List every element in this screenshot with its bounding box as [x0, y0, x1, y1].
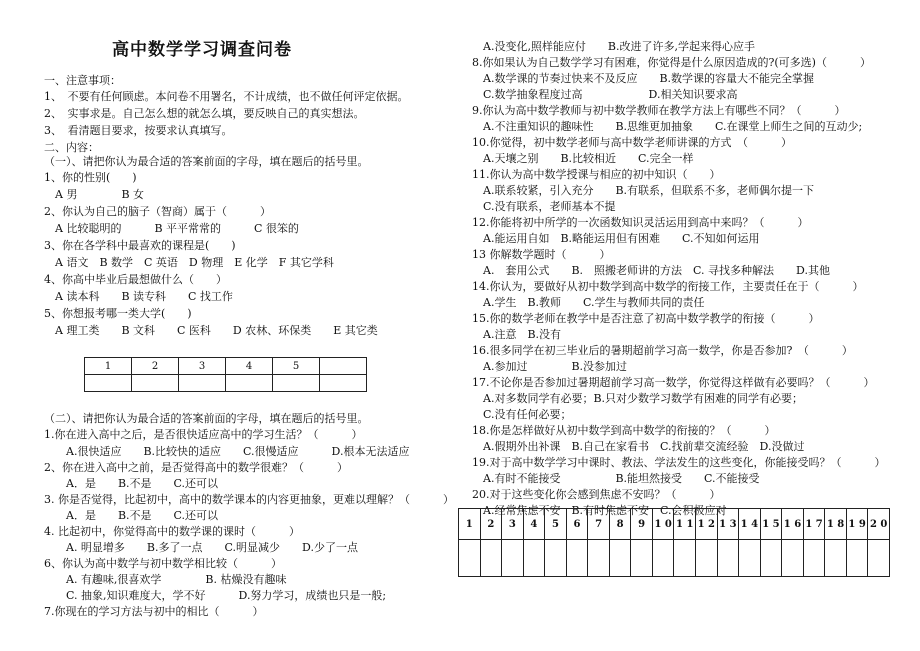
- right-line: 10.你觉得，初中数学老师与高中数学老师讲课的方式 （ ）: [472, 136, 792, 149]
- part2-question-2: 2、你在进入高中之前，是否觉得高中的数学很难？（ ）: [44, 461, 348, 474]
- right-line: 18.你是怎样做好从初中数学到高中数学的衔接的？（ ）: [472, 424, 776, 437]
- answer-cell[interactable]: [717, 540, 739, 577]
- question-2-options: A 比较聪明的 B 平平常常的 C 很笨的: [44, 222, 299, 235]
- answer-header: 1 1: [674, 509, 696, 540]
- right-line: A. 套用公式 B. 照搬老师讲的方法 C. 寻找多种解法 D.其他: [472, 264, 830, 277]
- answer-header: 5: [545, 509, 567, 540]
- part1-answer-table: [84, 357, 367, 392]
- answer-cell[interactable]: [868, 540, 890, 577]
- question-5-options: A 理工类 B 文科 C 医科 D 农林、环保类 E 其它类: [44, 324, 378, 337]
- part2-question-6-options-2: C. 抽象,知识难度大，学不好 D.努力学习，成绩也只是一般;: [44, 589, 387, 602]
- answer-cell[interactable]: [566, 540, 588, 577]
- question-3: 3、你在各学科中最喜欢的课程是( ): [44, 239, 236, 252]
- right-line: A.注意 B.没有: [472, 328, 562, 341]
- part2-question-1-options: A.很快适应 B.比较快的适应 C.很慢适应 D.根本无法适应: [44, 445, 410, 458]
- part2-instruction: （二）、请把你认为最合适的答案前面的字母，填在题后的括号里。: [44, 412, 369, 425]
- right-line: A.联系较紧，引入充分 B.有联系，但联系不多，老师偶尔提一下: [472, 184, 815, 197]
- answer-header: 3: [179, 358, 226, 375]
- answer-header: 1 9: [846, 509, 868, 540]
- answer-header: 1 2: [696, 509, 718, 540]
- right-line: 11.你认为高中数学授课与相应的初中知识（ ）: [472, 168, 721, 181]
- answer-header: 1: [459, 509, 481, 540]
- answer-header: 1 0: [652, 509, 674, 540]
- note-item: 2、 实事求是。自己怎么想的就怎么填，要反映自己的真实想法。: [44, 107, 365, 120]
- answer-header: 4: [226, 358, 273, 375]
- answer-cell[interactable]: [320, 375, 367, 392]
- answer-cell[interactable]: [588, 540, 610, 577]
- answer-cell[interactable]: [523, 540, 545, 577]
- right-line: 17.不论你是否参加过暑期超前学习高一数学，你觉得这样做有必要吗？（ ）: [472, 376, 875, 389]
- part2-question-4: 4. 比起初中，你觉得高中的数学课的课时（ ）: [44, 525, 300, 538]
- right-line: C.没有联系，老师基本不提: [472, 200, 616, 213]
- right-line: A.对多数同学有必要；B.只对少数学习数学有困难的同学有必要；: [472, 392, 804, 405]
- answer-cell[interactable]: [273, 375, 320, 392]
- question-1-options: A 男 B 女: [44, 188, 145, 201]
- part2-question-7: 7.你现在的学习方法与初中的相比（ ）: [44, 605, 264, 618]
- right-line: A.有时不能接受 B.能坦然接受 C.不能接受: [472, 472, 760, 485]
- right-line: 20.对于这些变化你会感到焦虑不安吗？（ ）: [472, 488, 721, 501]
- answer-header: 1 4: [739, 509, 761, 540]
- answer-cell[interactable]: [825, 540, 847, 577]
- answer-cell[interactable]: [846, 540, 868, 577]
- content-heading: 二、内容：: [44, 141, 99, 154]
- answer-cell[interactable]: [803, 540, 825, 577]
- right-line: A.假期外出补课 B.自己在家看书 C.找前辈交流经验 D.没做过: [472, 440, 805, 453]
- answer-cell[interactable]: [739, 540, 761, 577]
- right-line: A.能运用自如 B.略能运用但有困难 C.不知如何运用: [472, 232, 760, 245]
- answer-header: 1 5: [760, 509, 782, 540]
- answer-header: 1 8: [825, 509, 847, 540]
- answer-header: 4: [523, 509, 545, 540]
- right-line: A.经常焦虑不安 B.有时焦虑不安 C.会积极应对: [472, 504, 727, 517]
- answer-cell[interactable]: [609, 540, 631, 577]
- note-item: 1、 不要有任何顾虑。本问卷不用署名，不计成绩，也不做任何评定依据。: [44, 90, 409, 103]
- right-line: C.数学抽象程度过高 D.相关知识要求高: [472, 88, 738, 101]
- right-line: A.天壤之别 B.比较相近 C.完全一样: [472, 152, 694, 165]
- right-line: A.参加过 B.没参加过: [472, 360, 628, 373]
- part2-answer-table: [458, 508, 890, 577]
- right-line: A.不注重知识的趣味性 B.思维更加抽象 C.在课堂上师生之间的互动少;: [472, 120, 863, 133]
- part1-instruction: （一）、请把你认为最合适的答案前面的字母，填在题后的括号里。: [44, 155, 369, 168]
- right-line: 16.很多同学在初三毕业后的暑期超前学习高一数学，你是否参加? （ ）: [472, 344, 853, 357]
- answer-cell[interactable]: [631, 540, 653, 577]
- answer-header: 3: [502, 509, 524, 540]
- part2-question-3-options: A．是 B.不是 C.还可以: [44, 509, 219, 522]
- question-4-options: A 读本科 B 读专科 C 找工作: [44, 290, 233, 303]
- question-1: 1、你的性别( ): [44, 171, 137, 184]
- right-line: 13 你解数学题时（ ）: [472, 248, 611, 261]
- right-line: 12.你能将初中所学的一次函数知识灵活运用到高中来吗？（ ）: [472, 216, 809, 229]
- question-2: 2、你认为自己的脑子（智商）属于（ ）: [44, 205, 271, 218]
- answer-cell[interactable]: [674, 540, 696, 577]
- answer-header: 7: [588, 509, 610, 540]
- part2-question-1: 1.你在进入高中之后，是否很快适应高中的学习生活？（ ）: [44, 428, 363, 441]
- part2-question-3: 3. 你是否觉得，比起初中，高中的数学课本的内容更抽象，更难以理解？（ ）: [44, 493, 454, 506]
- answer-header: 1 7: [803, 509, 825, 540]
- answer-header-blank: [320, 358, 367, 375]
- part2-question-2-options: A．是 B.不是 C.还可以: [44, 477, 219, 490]
- answer-header: 2 0: [868, 509, 890, 540]
- answer-header: 5: [273, 358, 320, 375]
- answer-header: 1: [85, 358, 132, 375]
- answer-cell[interactable]: [226, 375, 273, 392]
- answer-cell[interactable]: [760, 540, 782, 577]
- page-title: 高中数学学习调查问卷: [112, 40, 292, 60]
- question-3-options: A 语文 B 数学 C 英语 D 物理 E 化学 F 其它学科: [44, 256, 334, 269]
- answer-cell[interactable]: [545, 540, 567, 577]
- part2-question-6: 6、你认为高中数学与初中数学相比较（ ）: [44, 557, 282, 570]
- answer-header: 2: [480, 509, 502, 540]
- right-line: 14.你认为，要做好从初中数学到高中数学的衔接工作，主要责任在于（ ）: [472, 280, 864, 293]
- part2-question-6-options: A. 有趣味,很喜欢学 B. 枯燥没有趣味: [44, 573, 287, 586]
- answer-cell[interactable]: [85, 375, 132, 392]
- right-line: 19.对于高中数学学习中课时、教法、学法发生的这些变化，你能接受吗？（ ）: [472, 456, 886, 469]
- answer-header: 6: [566, 509, 588, 540]
- answer-cell[interactable]: [652, 540, 674, 577]
- answer-cell[interactable]: [459, 540, 481, 577]
- answer-header: 9: [631, 509, 653, 540]
- right-line: A.学生 B.教师 C.学生与教师共同的责任: [472, 296, 705, 309]
- answer-header: 2: [132, 358, 179, 375]
- answer-header: 1 6: [782, 509, 804, 540]
- right-line: C.没有任何必要；: [472, 408, 572, 421]
- right-line: 8.你如果认为自己数学学习有困难，你觉得是什么原因造成的?(可多选)（ ）: [472, 56, 871, 69]
- note-item: 3、 看清题目要求，按要求认真填写。: [44, 124, 233, 137]
- answer-header: 8: [609, 509, 631, 540]
- question-4: 4、你高中毕业后最想做什么（ ）: [44, 273, 227, 286]
- right-line: A.数学课的节奏过快来不及反应 B.数学课的容量大不能完全掌握: [472, 72, 815, 85]
- notes-heading: 一、注意事项：: [44, 74, 121, 87]
- right-line: A.没变化,照样能应付 B.改进了许多,学起来得心应手: [472, 40, 756, 53]
- answer-cell[interactable]: [480, 540, 502, 577]
- right-line: 15.你的数学老师在教学中是否注意了初高中数学教学的衔接（ ）: [472, 312, 820, 325]
- answer-cell[interactable]: [502, 540, 524, 577]
- answer-cell[interactable]: [132, 375, 179, 392]
- question-5: 5、你想报考哪一类大学( ): [44, 307, 192, 320]
- answer-cell[interactable]: [782, 540, 804, 577]
- answer-cell[interactable]: [179, 375, 226, 392]
- answer-cell[interactable]: [696, 540, 718, 577]
- answer-header: 1 3: [717, 509, 739, 540]
- right-line: 9.你认为高中数学教师与初中数学教师在教学方法上有哪些不同？（ ）: [472, 104, 846, 117]
- part2-question-4-options: A. 明显增多 B.多了一点 C.明显减少 D.少了一点: [44, 541, 358, 554]
